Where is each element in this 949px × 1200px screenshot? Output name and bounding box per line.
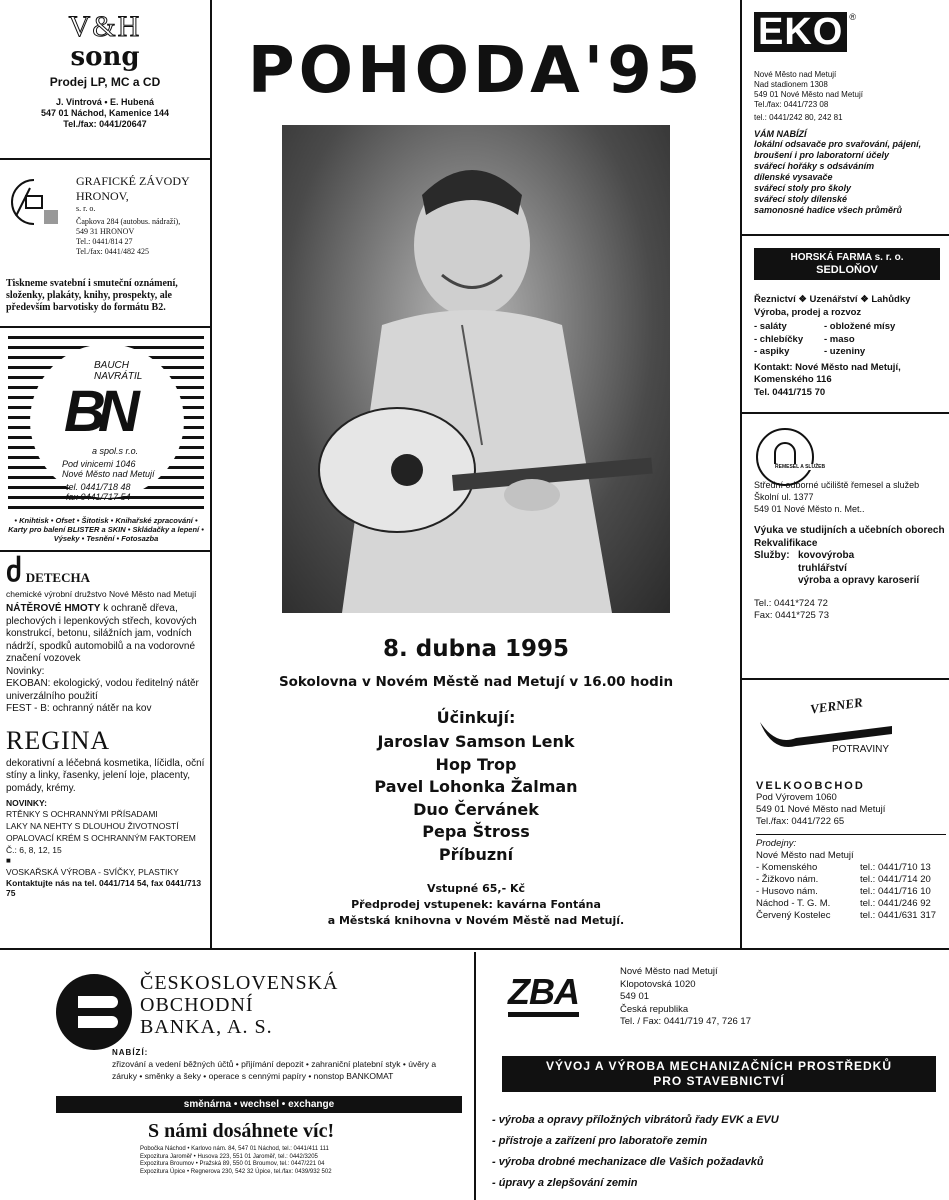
regina-kontakt: Kontaktujte nás na tel. 0441/714 54, fax 0441/713 75 — [6, 878, 202, 898]
bauch-name2: NAVRÁTIL — [94, 371, 143, 382]
verner-addr1: Pod Výrovem 1060 — [756, 792, 837, 803]
graficke-addr2: 549 31 HRONOV — [76, 227, 135, 236]
csob-n1: ČESKOSLOVENSKÁ — [140, 972, 339, 994]
ad-zba — [478, 952, 949, 1200]
regina-n2: LAKY NA NEHTY S DLOUHOU ŽIVOTNOSTÍ — [6, 821, 179, 831]
horska-line2: Výroba, prodej a rozvoz — [754, 306, 862, 318]
eko-tel2: tel.: 0441/242 80, 242 81 — [754, 113, 843, 122]
bauch-spol: a spol.s r.o. — [92, 446, 139, 456]
verner-shop-tel: tel.: 0441/714 20 — [860, 874, 931, 885]
zba-tel: Tel. / Fax: 0441/719 47, 726 17 — [620, 1016, 751, 1027]
zba-bar — [502, 1056, 936, 1092]
event-entry: Vstupné 65,- Kč — [426, 882, 526, 895]
zba-item: - výroba drobné mechanizace dle Vašich požadavků — [492, 1156, 764, 1168]
souc-sl-label: Služby: — [754, 550, 790, 561]
detecha-ekoban: EKOBAN: ekologický, vodou ředitelný nátěr univerzálního použití — [6, 678, 199, 702]
eko-item: samonosné hadice všech průměrů — [754, 205, 903, 215]
detecha-novinky: Novinky: — [6, 665, 45, 677]
ad-eko — [740, 0, 949, 236]
horska-c2: - obložené mísy — [824, 321, 896, 332]
ad-bauch-navratil — [0, 328, 212, 552]
verner-shop: Náchod - T. G. M. — [756, 898, 831, 909]
performer-photo — [282, 125, 670, 613]
vh-line2: J. Vintrová • E. Hubená — [55, 97, 154, 107]
horska-c1: - chlebíčky — [754, 333, 804, 345]
vh-line3: 547 01 Náchod, Kamenice 144 — [40, 108, 170, 118]
regina-n1: RTĚNKY S OCHRANNÝMI PŘÍSADAMI — [6, 809, 158, 819]
csob-text: zřizování a vedení běžných účtů • přijímání depozit • zahraniční platební styk • úvěry a záruky • směnky a šeky • operace s cennými papíry • nonstop BANKOMAT — [112, 1059, 437, 1081]
performers-heading: Účinkují: — [436, 708, 516, 727]
regina-text: dekorativní a léčebná kosmetika, líčidla, oční stíny a linky, řasenky, jelení loje, placenty, pomády, krémy. — [6, 757, 205, 794]
performer-item: Duo Červánek — [413, 799, 539, 819]
verner-shop: - Komenského — [756, 862, 818, 873]
graficke-text: Tiskneme svatební i smuteční oznámení, složenky, plakáty, knihy, prospekty, ale především barvotisky do formátu B2. — [6, 278, 178, 313]
souc-seal-icon — [756, 428, 814, 486]
graficke-tel: Tel.: 0441/814 27 — [76, 237, 133, 246]
detecha-logo-icon: ძ — [6, 555, 22, 588]
detecha-hmoty-text: k ochraně dřeva, plechových i lepenkových střech, kovových konstrukcí, betonu, silážních jam, vodních nádrží, spodků automobilů a na vodorovné značení vozovek — [6, 603, 197, 664]
verner-shop: - Žižkovo nám. — [756, 874, 819, 885]
bauch-mark: BN — [64, 379, 132, 444]
event-poster — [212, 0, 740, 950]
verner-shop-tel: tel.: 0441/631 317 — [860, 910, 937, 921]
vh-logo-top: V&H — [68, 10, 142, 43]
verner-city: Nové Město nad Metují — [756, 850, 854, 861]
eko-addr2: Nad stadionem 1308 — [754, 80, 828, 89]
event-date: 8. dubna 1995 — [383, 636, 569, 662]
souc-tel: Tel.: 0441*724 72 — [754, 597, 828, 609]
souc-fax: Fax: 0441*725 73 — [754, 609, 830, 621]
event-presale2: a Městská knihovna v Novém Městě nad Metují. — [327, 914, 625, 927]
ad-verner — [740, 680, 949, 950]
horska-header — [754, 248, 940, 280]
csob-n2: OBCHODNÍ — [140, 994, 254, 1016]
performer-item: Pepa Štross — [422, 822, 530, 841]
bauch-services: • Knihtisk • Ofset • Šitotisk • Knihařské zpracování • Karty pro balení BLISTER a SKIN • Skládačky a lepení • Výseky • Tesnění • Fotosazba — [8, 516, 204, 543]
zba-item: - přístroje a zařízení pro laboratoře zemin — [492, 1135, 708, 1147]
csob-n3: BANKA, A. S. — [140, 1016, 273, 1038]
detecha-sub: chemické výrobní družstvo Nové Město nad Metují — [6, 589, 197, 599]
regina-bullet: ■ — [6, 856, 11, 865]
regina-vosk: VOSKAŘSKÁ VÝROBA - SVÍČKY, PLASTIKY — [6, 867, 179, 877]
bauch-tel: tel. 0441/718 48 — [66, 482, 131, 492]
verner-addr2: 549 01 Nové Město nad Metují — [756, 804, 886, 815]
performer-item: Jaroslav Samson Lenk — [377, 732, 575, 751]
csob-branch: Pobočka Náchod • Karlovo nám. 84, 547 01 Náchod, tel.: 0441/411 111 — [140, 1146, 329, 1152]
horska-c2: - uzeniny — [824, 346, 866, 357]
horska-line1: Řeznictví ❖ Uzenářství ❖ Lahůdky — [754, 294, 911, 305]
graficke-name2: HRONOV, — [76, 189, 129, 203]
verner-shop-tel: tel.: 0441/710 13 — [860, 862, 931, 873]
detecha-fest: FEST - B: ochranný nátěr na kov — [6, 703, 152, 714]
verner-sub: POTRAVINY — [832, 744, 890, 755]
ad-horska-farma — [740, 236, 949, 414]
eko-item: svářecí stoly pro školy — [754, 183, 852, 193]
horska-c1: - saláty — [754, 321, 787, 332]
horska-kontakt2: Komenského 116 — [754, 374, 832, 385]
event-presale1: Předprodej vstupenek: kavárna Fontána — [351, 898, 601, 911]
csob-bar: směnárna • wechsel • exchange — [56, 1096, 462, 1113]
detecha-name: DETECHA — [25, 570, 90, 585]
souc-v2: Rekvalifikace — [754, 537, 818, 549]
detecha-hmoty-head: NÁTĚROVÉ HMOTY — [6, 603, 101, 614]
souc-addr1: Školní ul. 1377 — [754, 492, 814, 502]
graficke-addr1: Čapkova 284 (autobus. nádraží), — [76, 217, 181, 226]
eko-item: svářecí hořáky s odsáváním — [754, 161, 875, 171]
zba-item: - úpravy a zlepšování zemin — [492, 1177, 638, 1189]
performer-item: Hop Trop — [435, 754, 517, 774]
regina-novinky: NOVINKY: — [6, 798, 47, 808]
csob-slogan: S námi dosáhnete víc! — [148, 1120, 335, 1142]
csob-branch: Expozitura Broumov • Pražská 89, 550 01 Broumov, tel.: 0447/221 04 — [140, 1161, 325, 1167]
ad-vh-song — [0, 0, 212, 160]
event-title: POHODA'95 — [247, 34, 705, 108]
ad-graficke-zavody — [0, 160, 212, 328]
bauch-name1: BAUCH — [94, 360, 130, 371]
performer-item: Příbuzní — [438, 844, 514, 864]
eko-head: VÁM NABÍZÍ — [754, 129, 807, 139]
event-venue: Sokolovna v Novém Městě nad Metují v 16.00 hodin — [278, 674, 674, 690]
eko-logo: EKO — [754, 12, 847, 52]
souc-sl3: výroba a opravy karoserií — [798, 575, 920, 586]
souc-name: Střední odborné učiliště řemesel a služeb — [754, 480, 920, 490]
verner-tel: Tel./fax: 0441/722 65 — [756, 816, 845, 827]
eko-addr1: Nové Město nad Metují — [754, 70, 837, 79]
zba-bar2: PRO STAVEBNICTVÍ — [653, 1074, 785, 1088]
eko-item: svářecí stoly dílenské — [754, 194, 848, 204]
eko-reg: ® — [849, 12, 856, 22]
graficke-logo-icon — [6, 176, 64, 228]
zba-addr1: Nové Město nad Metují — [620, 966, 718, 977]
souc-v1: Výuka ve studijních a učebních oborech — [754, 525, 945, 536]
vh-line4: Tel./fax: 0441/20647 — [63, 119, 147, 129]
eko-item: dílenské vysavače — [754, 172, 833, 182]
horska-tel: Tel. 0441/715 70 — [754, 386, 826, 398]
regina-n3: OPALOVACÍ KRÉM S OCHRANNÝM FAKTOREM Č.: 6, 8, 12, 15 — [6, 833, 196, 855]
csob-branch: Expozitura Úpice • Regnerova 230, 542 32 Úpice, tel./fax: 0439/932 502 — [140, 1168, 332, 1175]
vh-logo-bottom: song — [70, 42, 140, 72]
verner-vo: VELKOOBCHOD — [756, 780, 865, 792]
bauch-fax: fax 0441/717 54 — [66, 492, 131, 502]
verner-prodejny: Prodejny: — [756, 838, 797, 849]
regina-logo: REGINA — [6, 725, 111, 755]
csob-branch: Expozitura Jaroměř • Husova 223, 551 01 Jaroměř, tel.: 0442/3205 — [140, 1153, 318, 1160]
souc-sl1: kovovýroba — [798, 550, 855, 561]
zba-addr3: 549 01 — [620, 991, 650, 1002]
zba-logo: ZBA — [508, 972, 579, 1017]
eko-addr3: 549 01 Nové Město nad Metují — [754, 90, 863, 99]
horska-c2: - maso — [824, 333, 855, 345]
vh-line1: Prodej LP, MC a CD — [49, 75, 161, 89]
zba-addr4: Česká republika — [620, 1003, 689, 1015]
graficke-name1: GRAFICKÉ ZÁVODY — [76, 174, 190, 188]
ad-csob — [0, 952, 476, 1200]
csob-nabizi: NABÍZÍ: — [112, 1048, 149, 1057]
verner-shop-tel: tel.: 0441/716 10 — [860, 886, 931, 897]
csob-logo-icon — [56, 974, 132, 1050]
eko-item: lokální odsavače pro svařování, pájení, broušení i pro laboratorní účely — [754, 139, 922, 160]
performers-list — [212, 731, 740, 866]
graficke-name3: s. r. o. — [76, 204, 96, 213]
zba-item: - výroba a opravy příložných vibrátorů řady EVK a EVU — [492, 1114, 779, 1126]
souc-addr2: 549 01 Nové Město n. Met.. — [754, 504, 865, 514]
souc-seal-text: ŘEMESEL A SLUŽEB — [775, 464, 826, 470]
horska-name2: SEDLOŇOV — [816, 264, 878, 276]
ad-souc — [740, 414, 949, 680]
verner-shop: - Husovo nám. — [756, 886, 818, 897]
verner-shop-tel: tel.: 0441/246 92 — [860, 898, 931, 909]
horska-kontakt1: Kontakt: Nové Město nad Metují, — [754, 361, 901, 373]
verner-logo: VERNER — [809, 694, 864, 717]
eko-tel1: Tel./fax: 0441/723 08 — [754, 100, 829, 109]
graficke-fax: Tel./fax: 0441/482 425 — [76, 247, 149, 256]
souc-sl2: truhlářství — [798, 562, 847, 574]
verner-shop: Červený Kostelec — [756, 910, 831, 921]
performer-item: Pavel Lohonka Žalman — [374, 777, 578, 796]
ad-detecha — [0, 552, 212, 950]
horska-name1: HORSKÁ FARMA s. r. o. — [790, 252, 904, 263]
zba-addr2: Klopotovská 1020 — [620, 978, 696, 990]
zba-bar1: VÝVOJ A VÝROBA MECHANIZAČNÍCH PROSTŘEDKŮ — [545, 1059, 893, 1073]
horska-c1: - aspiky — [754, 346, 790, 357]
bauch-addr1: Pod vinicemi 1046 — [62, 459, 136, 469]
bauch-addr2: Nové Město nad Metují — [62, 469, 155, 479]
performer-illustration — [282, 125, 670, 613]
